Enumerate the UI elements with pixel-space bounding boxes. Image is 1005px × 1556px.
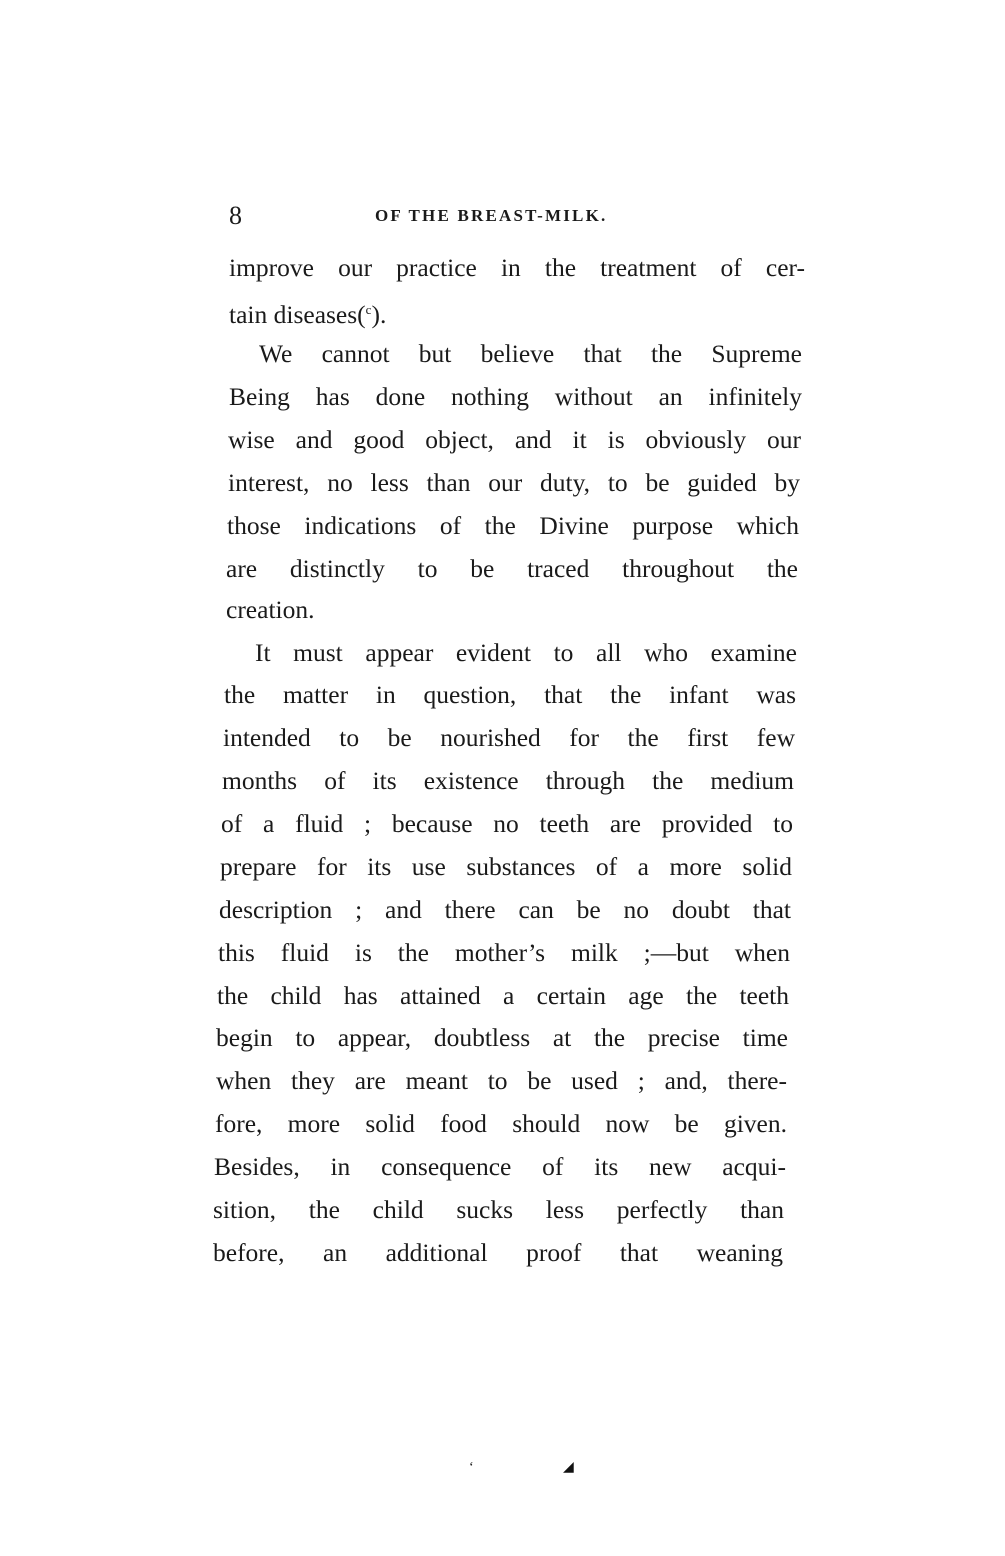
text-line: creation. — [226, 595, 315, 624]
running-head-title: OF THE BREAST-MILK. — [375, 206, 608, 225]
text-line: We cannot but believe that the Supreme — [259, 339, 802, 368]
ink-speck-mark: ‘ — [469, 1460, 474, 1475]
text-line: prepare for its use substances of a more solid — [220, 852, 792, 881]
text-line: description ; and there can be no doubt that — [219, 895, 791, 924]
text-line: sition, the child sucks less perfectly than — [213, 1195, 784, 1224]
text-line: the child has attained a certain age the teeth — [217, 981, 789, 1010]
text-line: when they are meant to be used ; and, there- — [216, 1066, 787, 1095]
text-line: this fluid is the mother’s milk ;—but when — [218, 938, 790, 967]
text-line: wise and good object, and it is obviously our — [228, 425, 801, 454]
text-line: begin to appear, doubtless at the precise time — [216, 1023, 788, 1052]
footnote-reference: c — [365, 302, 372, 317]
text-line: Besides, in consequence of its new acqui- — [214, 1152, 786, 1181]
text-line: the matter in question, that the infant was — [224, 680, 796, 709]
text-line: of a fluid ; because no teeth are provided to — [221, 809, 793, 838]
running-header — [229, 196, 804, 236]
ink-speck-mark: ◢ — [563, 1460, 574, 1475]
text-line — [229, 293, 386, 332]
text-line: those indications of the Divine purpose which — [227, 511, 799, 540]
text-line-body: tain diseases( — [229, 300, 366, 329]
text-line: improve our practice in the treatment of cer- — [229, 253, 805, 282]
text-line: fore, more solid food should now be given. — [215, 1109, 787, 1138]
text-line-end: ). — [371, 300, 387, 329]
text-line: It must appear evident to all who examine — [255, 638, 797, 667]
text-line: Being has done nothing without an infinitely — [229, 382, 802, 411]
text-line: intended to be nourished for the first few — [223, 723, 795, 752]
text-line: months of its existence through the medium — [222, 766, 794, 795]
page-number: 8 — [229, 201, 242, 230]
text-line: interest, no less than our duty, to be guided by — [228, 468, 800, 497]
text-line: are distinctly to be traced throughout the — [226, 554, 798, 583]
text-line: before, an additional proof that weaning — [213, 1238, 783, 1267]
